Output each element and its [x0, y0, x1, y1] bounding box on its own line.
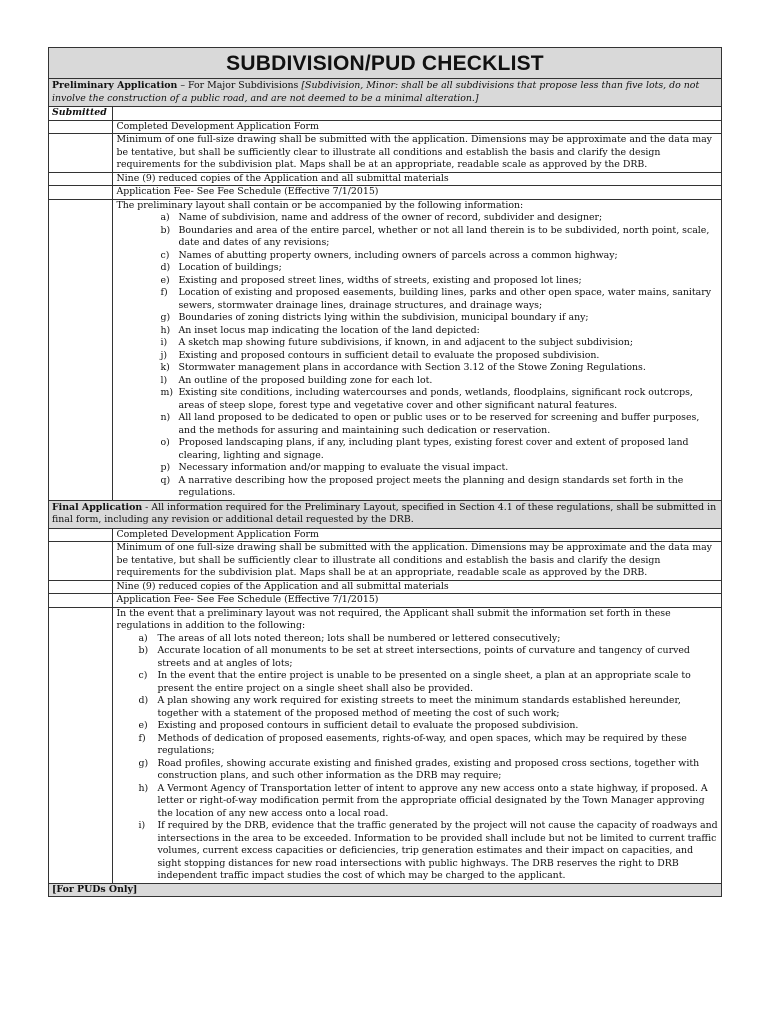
list-item: [116, 645, 718, 670]
list-item-marker: q): [160, 474, 171, 486]
list-item-text: A plan showing any work required for existing streets to meet the minimum standards established hereunder, together with a statement of the proposed method of meeting the cost of such work;: [157, 695, 681, 719]
list-item: [116, 275, 718, 288]
list-item-text: Methods of dedication of proposed easements, rights-of-way, and open spaces, which may be required by these regulations;: [157, 732, 687, 756]
submitted-header: Submitted: [49, 107, 113, 121]
list-item: [116, 733, 718, 758]
final-item-list: [116, 633, 718, 883]
list-item: [116, 387, 718, 412]
final-layout-cell: [113, 607, 722, 883]
list-item: [116, 350, 718, 363]
final-layout-intro: In the event that a preliminary layout was not required, the Applicant shall submit the information set forth in these regulations in addition to the following:: [116, 607, 671, 631]
list-item-text: Existing and proposed contours in sufficient detail to evaluate the proposed subdivision.: [178, 349, 600, 361]
list-item-text: Location of existing and proposed easements, building lines, parks and other open space, water mains, sanitary sewers, stormwater drainage lines, drainage structures, and drainage ways;: [178, 287, 712, 311]
list-item-marker: n): [160, 412, 171, 423]
list-item-marker: e): [138, 720, 148, 731]
list-item: [116, 287, 718, 312]
submitted-check-cell[interactable]: [49, 528, 113, 542]
preliminary-item-list: [116, 212, 718, 500]
list-item-text: If required by the DRB, evidence that the traffic generated by the project will not cause the capacity of roadways and intersections in the area to be exceeded. Information to be provided shall include but not be limited to current traffic volumes, current excess capacities or deficiencies, trip generation estimates and their impact on capacities, and sight stopping distances for new road intersections with public highways. The DRB reserves the right to DRB independent traffic impact studies the cost of which may be charged to the applicant.: [157, 820, 718, 881]
list-item-marker: a): [160, 212, 170, 223]
list-item-marker: i): [138, 820, 146, 831]
submitted-check-cell[interactable]: [49, 186, 113, 200]
submitted-check-cell[interactable]: [49, 594, 113, 608]
list-item-marker: e): [160, 274, 170, 286]
list-item-marker: j): [160, 349, 168, 361]
list-item: [116, 362, 718, 375]
list-item: [116, 670, 718, 695]
checklist-row: Application Fee- See Fee Schedule (Effective 7/1/2015): [113, 186, 722, 200]
list-item-marker: f): [160, 287, 168, 298]
checklist-page: [48, 47, 722, 897]
submitted-check-cell[interactable]: [49, 199, 113, 500]
checklist-row: Minimum of one full-size drawing shall be submitted with the application. Dimensions may be approximate and the data may be tentative, but shall be sufficiently clear to illustrate all conditions and establish the basis and clarify the design requirements for the subdivision plat. Maps shall be at an appropriate, readable scale as approved by the DRB.: [113, 134, 722, 173]
list-item: [116, 633, 718, 646]
list-item-marker: h): [138, 782, 149, 794]
preliminary-layout-cell: [113, 199, 722, 500]
final-heading-rest: - All information required for the Preliminary Layout, specified in Section 4.1 of these regulations, shall be submitted in final form, including any revision or additional detail requested by the DRB.: [52, 501, 717, 525]
list-item: [116, 262, 718, 275]
list-item-text: Existing and proposed street lines, widths of streets, existing and proposed lot lines;: [178, 274, 582, 286]
list-item-marker: g): [160, 312, 171, 323]
list-item-text: Name of subdivision, name and address of the owner of record, subdivider and designer;: [178, 212, 603, 223]
list-item-marker: b): [160, 224, 171, 236]
submitted-check-cell[interactable]: [49, 542, 113, 581]
checklist-row: Minimum of one full-size drawing shall be submitted with the application. Dimensions may be approximate and the data may be tentative, but shall be sufficiently clear to illustrate all conditions and establish the basis and clarify the design requirements for the subdivision plat. Maps shall be at an appropriate, readable scale as approved by the DRB.: [113, 542, 722, 581]
list-item-marker: p): [160, 462, 171, 473]
list-item-text: Boundaries of zoning districts lying within the subdivision, municipal boundary if any;: [178, 312, 589, 323]
preliminary-heading: Preliminary Application: [52, 80, 178, 91]
submitted-check-cell[interactable]: [49, 607, 113, 883]
list-item-marker: f): [138, 732, 146, 744]
preliminary-heading-row: [49, 79, 722, 107]
list-item-text: In the event that the entire project is unable to be presented on a single sheet, a plan at an appropriate scale to present the entire project on a single sheet shall also be provided.: [157, 670, 691, 694]
final-heading: Final Application: [52, 501, 143, 513]
list-item-marker: c): [160, 249, 170, 261]
puds-only-row: [For PUDs Only]: [49, 883, 722, 897]
list-item-text: A narrative describing how the proposed project meets the planning and design standards set forth in the regulations.: [178, 474, 684, 498]
list-item-marker: d): [138, 695, 149, 706]
checklist-row: Completed Development Application Form: [113, 120, 722, 134]
submitted-check-cell[interactable]: [49, 134, 113, 173]
list-item-marker: i): [160, 337, 168, 348]
list-item-text: Existing and proposed contours in sufficient detail to evaluate the proposed subdivision.: [157, 720, 579, 731]
list-item-text: An inset locus map indicating the location of the land depicted:: [178, 324, 480, 336]
list-item-text: Accurate location of all monuments to be set at street intersections, points of curvature and tangency of curved streets and at angles of lots;: [157, 645, 690, 669]
checklist-row: Nine (9) reduced copies of the Application and all submittal materials: [113, 172, 722, 186]
list-item-marker: d): [160, 262, 171, 273]
checklist-table: [48, 47, 722, 897]
list-item: [116, 412, 718, 437]
preliminary-layout-intro: The preliminary layout shall contain or be accompanied by the following information:: [116, 199, 524, 211]
list-item-text: Boundaries and area of the entire parcel, whether or not all land therein is to be subdivided, north point, scale, date and dates of any revisions;: [178, 224, 710, 248]
checklist-row: Application Fee- See Fee Schedule (Effective 7/1/2015): [113, 594, 722, 608]
list-item-marker: m): [160, 387, 174, 398]
list-item-text: Necessary information and/or mapping to evaluate the visual impact.: [178, 462, 509, 473]
list-item: [116, 250, 718, 263]
submitted-check-cell[interactable]: [49, 580, 113, 594]
list-item-text: A Vermont Agency of Transportation letter of intent to approve any new access onto a state highway, if proposed. A letter or right-of-way modification permit from the appropriate official designated by the Town Manager approving the location of any new access onto a local road.: [157, 782, 708, 819]
list-item-text: The areas of all lots noted thereon; lots shall be numbered or lettered consecutively;: [157, 632, 561, 644]
list-item-marker: l): [160, 374, 168, 386]
list-item: [116, 325, 718, 338]
page-title: SUBDIVISION/PUD CHECKLIST: [49, 48, 722, 79]
preliminary-heading-rest: – For Major Subdivisions: [177, 80, 302, 91]
list-item-marker: b): [138, 645, 149, 656]
checklist-row: Completed Development Application Form: [113, 528, 722, 542]
list-item-marker: g): [138, 757, 149, 769]
list-item-text: A sketch map showing future subdivisions, if known, in and adjacent to the subject subdivision;: [178, 337, 633, 348]
list-item: [116, 462, 718, 475]
list-item-marker: c): [138, 670, 148, 681]
list-item-text: Location of buildings;: [178, 262, 282, 273]
list-item: [116, 312, 718, 325]
list-item-marker: k): [160, 362, 170, 373]
submitted-check-cell[interactable]: [49, 120, 113, 134]
submitted-check-cell[interactable]: [49, 172, 113, 186]
list-item: [116, 212, 718, 225]
list-item-text: Stormwater management plans in accordance with Section 3.12 of the Stowe Zoning Regulations.: [178, 362, 646, 373]
final-heading-row: [49, 500, 722, 528]
list-item: [116, 695, 718, 720]
preliminary-note: [Subdivision, Minor: shall be all subdivisions that propose less than five lots, do not involve the construction of a public road, and are not deemed to be a minimal alteration.]: [52, 80, 700, 104]
list-item: [116, 758, 718, 783]
submitted-header-blank: [113, 107, 722, 121]
list-item: [116, 437, 718, 462]
list-item: [116, 820, 718, 883]
list-item: [116, 783, 718, 821]
list-item-text: Proposed landscaping plans, if any, including plant types, existing forest cover and extent of proposed land clearing, lighting and signage.: [178, 437, 689, 461]
list-item-text: Existing site conditions, including watercourses and ponds, wetlands, floodplains, significant rock outcrops, areas of steep slope, forest type and vegetative cover and other significant natural features.: [178, 387, 693, 411]
list-item-marker: o): [160, 437, 170, 448]
list-item-marker: a): [138, 632, 148, 644]
list-item: [116, 475, 718, 500]
list-item-marker: h): [160, 324, 171, 336]
list-item: [116, 375, 718, 388]
list-item-text: Names of abutting property owners, including owners of parcels across a common highway;: [178, 249, 618, 261]
list-item: [116, 225, 718, 250]
checklist-row: Nine (9) reduced copies of the Application and all submittal materials: [113, 580, 722, 594]
list-item: [116, 720, 718, 733]
list-item: [116, 337, 718, 350]
list-item-text: Road profiles, showing accurate existing and finished grades, existing and proposed cross sections, together with construction plans, and such other information as the DRB may require;: [157, 757, 700, 781]
list-item-text: An outline of the proposed building zone for each lot.: [178, 374, 433, 386]
list-item-text: All land proposed to be dedicated to open or public uses or to be reserved for screening and buffer purposes, and the methods for assuring and maintaining such dedication or reservation.: [178, 412, 700, 436]
